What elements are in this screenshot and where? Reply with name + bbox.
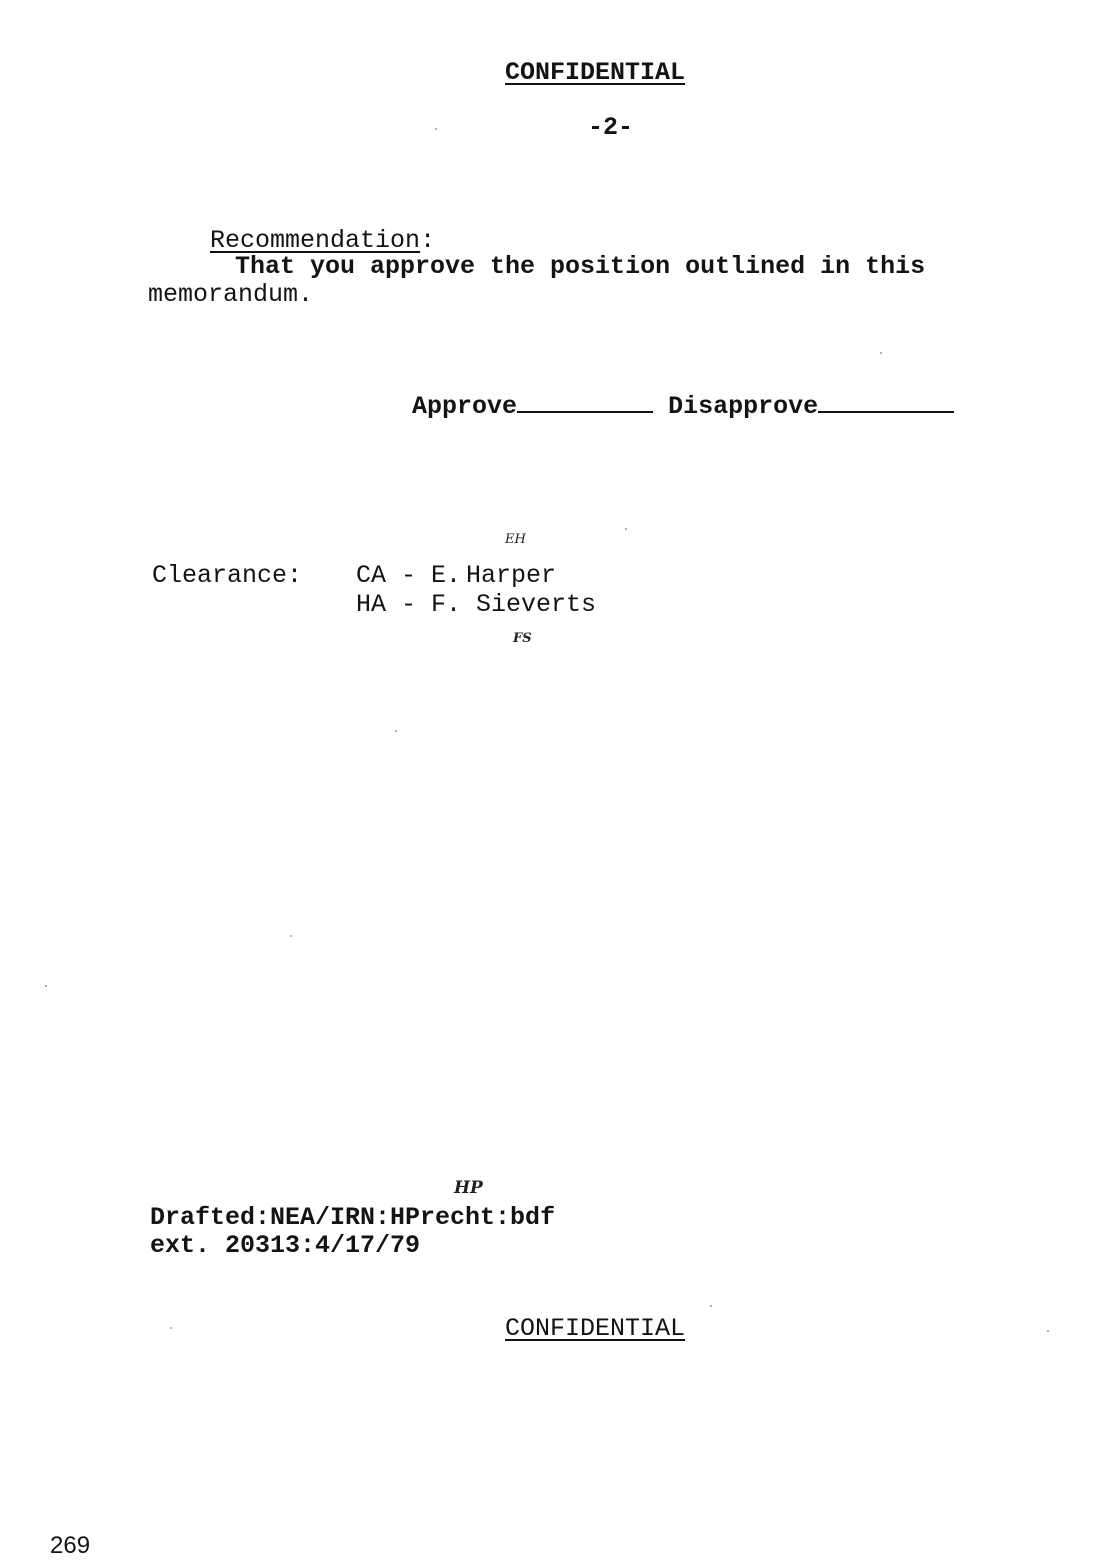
scan-speck [170,1327,172,1329]
disapprove-label: Disapprove [668,392,819,421]
recommendation-text-line1: That you approve the position outlined in this [235,252,926,281]
scan-speck [395,730,397,732]
scan-speck [1047,1330,1049,1332]
scan-speck [710,1305,712,1307]
header-classification: CONFIDENTIAL [505,58,686,87]
footer-classification: CONFIDENTIAL [505,1314,686,1343]
scan-speck [880,352,882,354]
approve-label: Approve [412,392,518,421]
clearance-initials-2: FS [513,631,532,646]
drafter-initials: HP [454,1178,483,1198]
scan-speck [290,935,292,937]
page-number: -2- [588,113,634,142]
clearance-label: Clearance: [152,561,303,590]
recommendation-heading-colon: : [420,226,436,255]
drafted-line1: Drafted:NEA/IRN:HPrecht:bdf [150,1203,556,1232]
page-stamp: 269 [50,1532,91,1559]
drafted-line2: ext. 20313:4/17/79 [150,1231,421,1260]
recommendation-heading: Recommendation [210,226,421,255]
clearance-line2: HA - F. Sieverts [356,590,597,619]
scan-speck [45,985,47,987]
approve-blank[interactable] [517,391,653,413]
decision-row [352,362,954,450]
scan-speck [435,128,437,130]
clearance-initials-1: EH [505,532,526,547]
disapprove-blank[interactable] [818,391,954,413]
scan-speck [625,528,627,530]
clearance-line1: CA - E. Harper [356,561,557,590]
recommendation-text-line2: memorandum. [148,280,314,309]
